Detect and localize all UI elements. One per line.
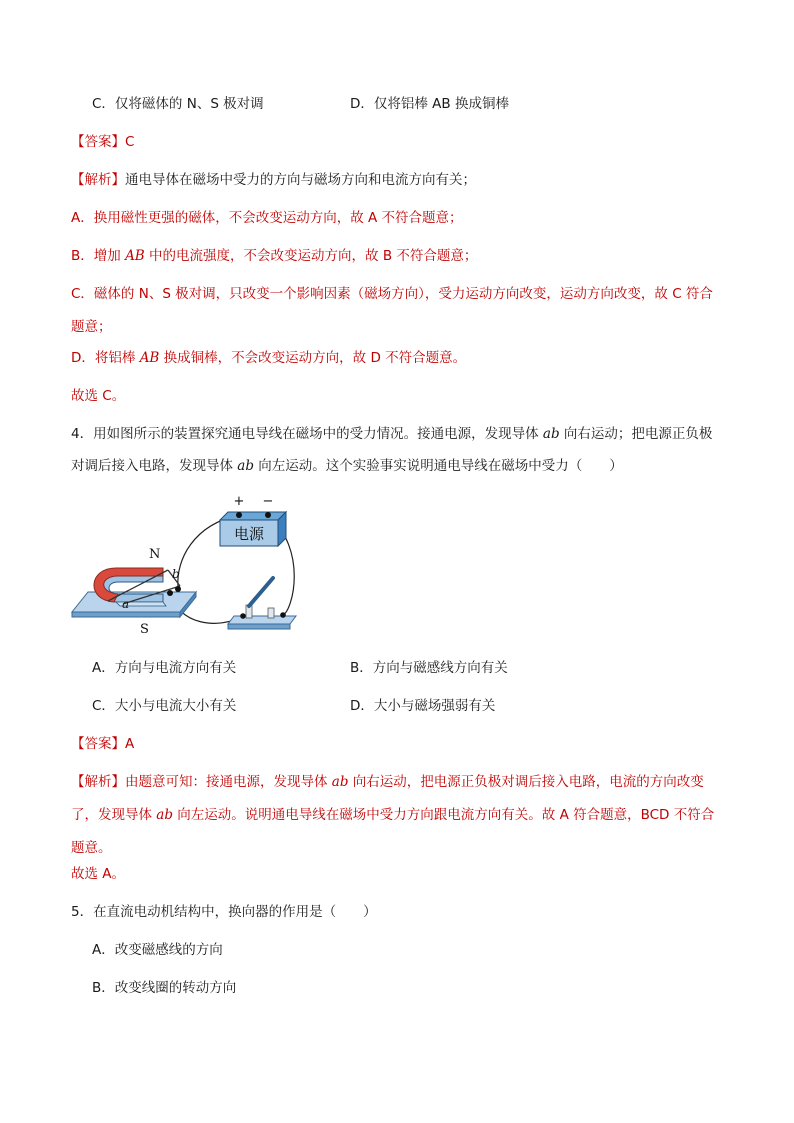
q4-answer	[71, 734, 134, 754]
q3-option-d: D．仅将铝棒 AB 换成铜棒	[350, 96, 509, 112]
q4-stem-1: 4．用如图所示的装置探究通电导线在磁场中的受力情况。接通电源，发现导体	[71, 426, 543, 442]
switch	[228, 578, 296, 629]
power-label: 电源	[233, 525, 265, 543]
analysis-p3: 向左运动。说明通电导线在磁场中受力方向跟电流方向有关。故 A 符合题意，BCD 不符合题意。	[71, 807, 715, 856]
q3-choose: 故选 C。	[71, 388, 126, 404]
q5-option-b: B．改变线圈的转动方向	[92, 980, 237, 996]
analysis-d-var: AB	[139, 350, 160, 366]
q4-stem	[71, 418, 723, 482]
q4-choose: 故选 A。	[71, 866, 126, 882]
q3-analysis-a: A．换用磁性更强的磁体，不会改变运动方向，故 A 不符合题意；	[71, 210, 463, 226]
q4-option-a: A．方向与电流方向有关	[92, 660, 237, 676]
clip-a	[167, 590, 173, 596]
q5-option-a: A．改变磁感线的方向	[92, 942, 223, 958]
analysis-d-pre: D．将铝棒	[71, 350, 140, 366]
label-a: a	[122, 597, 130, 611]
answer-tag: 【答案】	[71, 134, 125, 150]
answer-tag: 【答案】	[71, 736, 125, 752]
analysis-intro-text: 通电导体在磁场中受力的方向与磁场方向和电流方向有关；	[125, 172, 476, 188]
label-n: N	[149, 547, 161, 562]
q3-option-c: C．仅将磁体的 N、S 极对调	[92, 96, 264, 112]
label-s: S	[140, 622, 149, 637]
analysis-d-post: 换成铜棒，不会改变运动方向，故 D 不符合题意。	[159, 350, 467, 366]
analysis-p2: 向右运动，把电源正负极对调后接入电路，电流的方向改变了，发现导体	[71, 774, 704, 823]
q3-analysis-d	[71, 348, 466, 368]
minus-sign: −	[262, 494, 274, 509]
power-supply	[220, 494, 286, 546]
u-magnet	[94, 568, 166, 606]
q3-analysis-c: C．磁体的 N、S 极对调，只改变一个影响因素（磁场方向），受力运动方向改变，运动方向改变，故 C 符合题意；	[71, 286, 713, 335]
analysis-tag: 【解析】	[71, 172, 125, 188]
label-b: b	[172, 567, 180, 581]
q4-option-d: D．大小与磁场强弱有关	[350, 698, 496, 714]
clip-b	[175, 586, 181, 592]
analysis-var-ab-1: ab	[331, 774, 349, 790]
experiment-figure	[68, 490, 300, 640]
q4-var-ab-1: ab	[542, 426, 560, 442]
q4-option-c: C．大小与电流大小有关	[92, 698, 237, 714]
analysis-var-ab-2: ab	[156, 807, 173, 823]
plus-sign: +	[233, 494, 245, 509]
terminal-minus	[265, 512, 271, 518]
q4-stem-3: 向左运动。这个实验事实说明通电导线在磁场中受力（ ）	[254, 458, 623, 474]
terminal-plus	[236, 512, 242, 518]
answer-value: A	[125, 736, 135, 752]
q4-var-ab-2: ab	[237, 458, 254, 474]
analysis-tag: 【解析】	[71, 774, 125, 790]
q4-option-b: B．方向与磁感线方向有关	[350, 660, 508, 676]
q5-stem: 5．在直流电动机结构中，换向器的作用是（ ）	[71, 904, 377, 920]
q3-analysis-intro	[71, 170, 476, 190]
analysis-p1: 由题意可知：接通电源，发现导体	[125, 774, 332, 790]
answer-value: C	[125, 134, 135, 150]
q4-stem-2: 向右运动；把电源正负极对调后接入电路，发现导体	[71, 426, 713, 474]
q4-analysis	[71, 766, 723, 865]
q3-answer	[71, 132, 134, 152]
analysis-b-post: 中的电流强度，不会改变运动方向，故 B 不符合题意；	[144, 248, 478, 264]
analysis-b-var: AB	[125, 248, 145, 264]
q3-analysis-b	[71, 246, 477, 266]
analysis-b-pre: B．增加	[71, 248, 126, 264]
